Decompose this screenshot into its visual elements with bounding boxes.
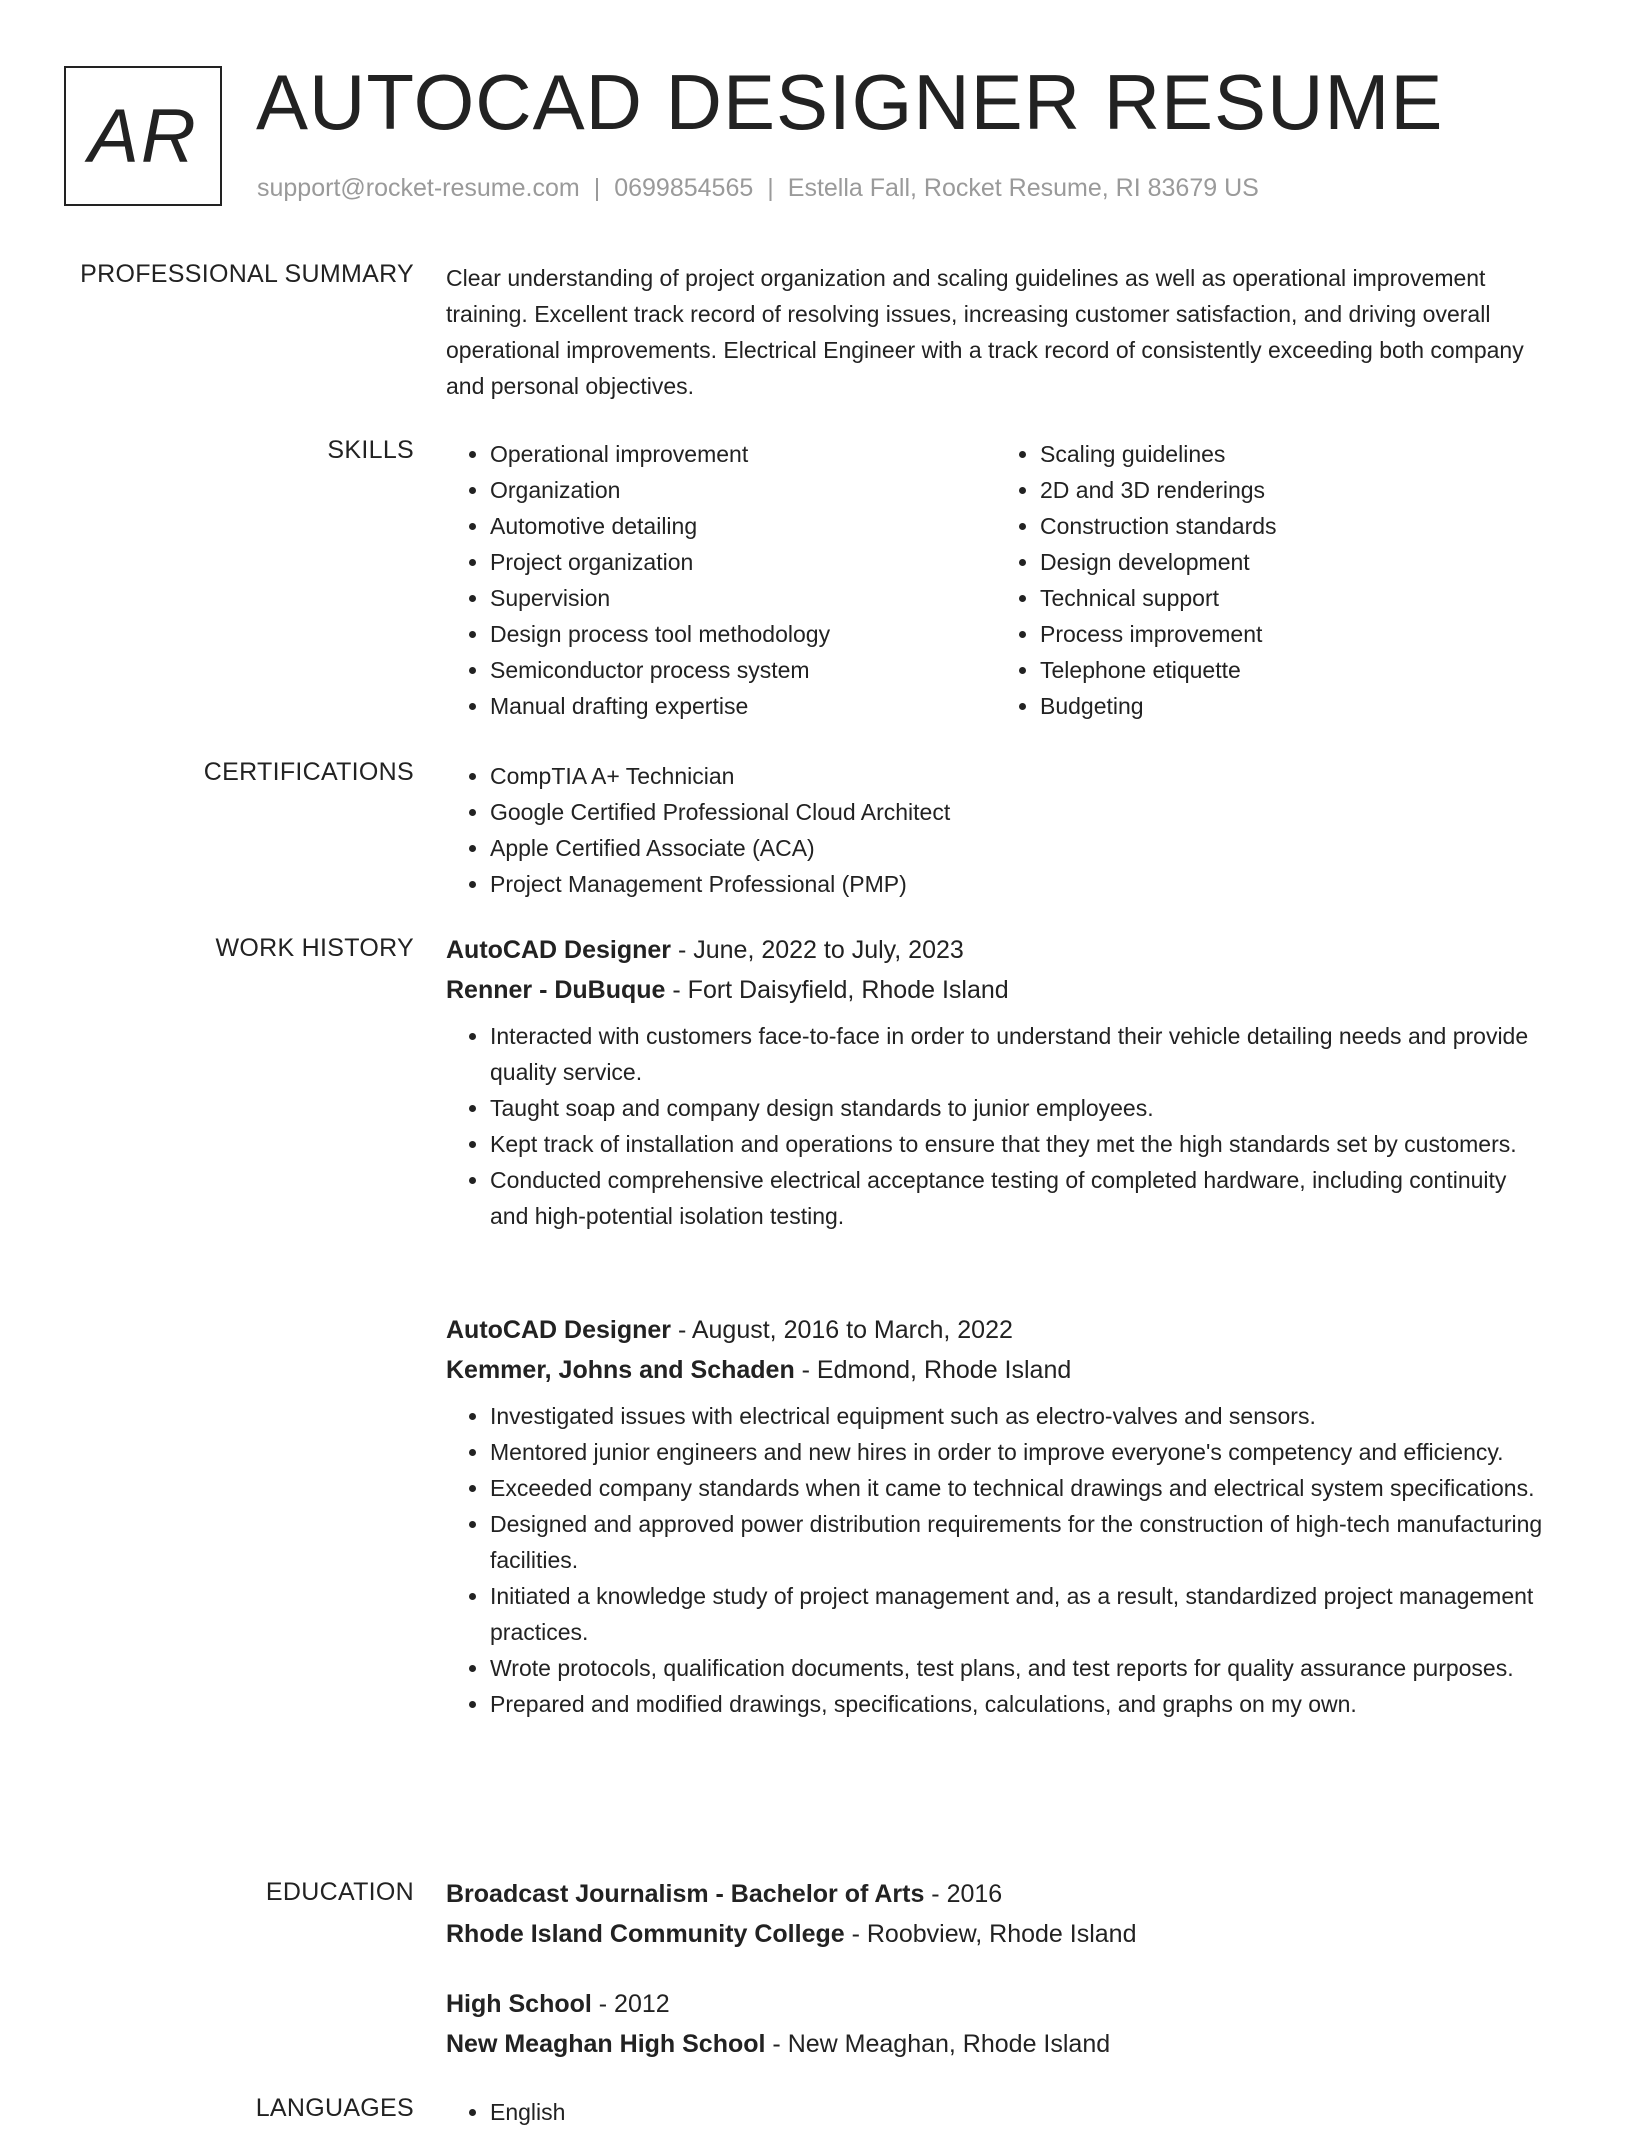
section-label-work-history: WORK HISTORY xyxy=(215,934,414,962)
skill-item: • Semiconductor process system xyxy=(490,652,996,688)
section-label-summary: PROFESSIONAL SUMMARY xyxy=(80,260,414,288)
job-bullet: • Wrote protocols, qualification documents, test plans, and test reports for quality assurance purposes. xyxy=(490,1650,1546,1686)
job-bullet: • Investigated issues with electrical equipment such as electro-valves and sensors. xyxy=(490,1398,1546,1434)
skill-item: • Manual drafting expertise xyxy=(490,688,996,724)
job-dates: - August, 2016 to March, 2022 xyxy=(671,1316,1013,1344)
job-company-line xyxy=(446,1350,1546,1390)
skill-item: • Supervision xyxy=(490,580,996,616)
job-title-line xyxy=(446,930,1546,970)
skill-item: • Organization xyxy=(490,472,996,508)
skill-item: • Construction standards xyxy=(1040,508,1546,544)
skill-item: • Telephone etiquette xyxy=(1040,652,1546,688)
contact-address: Estella Fall, Rocket Resume, RI 83679 US xyxy=(787,174,1259,202)
language-item: • English xyxy=(490,2094,1546,2130)
job-title: AutoCAD Designer xyxy=(446,936,672,964)
job-bullet: • Kept track of installation and operations to ensure that they met the high standards set by customers. xyxy=(490,1126,1546,1162)
job-title-line xyxy=(446,1310,1546,1350)
job-dates: - June, 2022 to July, 2023 xyxy=(671,936,964,964)
education-school-line xyxy=(446,1914,1546,1954)
job-bullet: • Conducted comprehensive electrical acceptance testing of completed hardware, including continuity and high-potential isolation testing. xyxy=(490,1162,1546,1234)
languages-list xyxy=(446,2094,1546,2130)
summary-text: Clear understanding of project organization and scaling guidelines as well as operational improvement training. Excellent track record of resolving issues, increasing customer satisfaction, and driving overall operational improvements. Electrical Engineer with a track record of consistently exceeding both company and personal objectives. xyxy=(446,265,1524,399)
job-bullet: • Mentored junior engineers and new hires in order to improve everyone's competency and efficiency. xyxy=(490,1434,1546,1470)
contact-separator: | xyxy=(593,174,601,202)
skill-item: • Automotive detailing xyxy=(490,508,996,544)
certification-item: • CompTIA A+ Technician xyxy=(490,758,1546,794)
job-company-line xyxy=(446,970,1546,1010)
contact-separator: | xyxy=(767,174,774,202)
skills-grid xyxy=(446,436,1546,724)
languages-content xyxy=(446,2094,1546,2130)
job-bullet: • Initiated a knowledge study of project management and, as a result, standardized project management practices. xyxy=(490,1578,1546,1650)
certification-item: • Project Management Professional (PMP) xyxy=(490,866,1546,902)
skill-item: • Process improvement xyxy=(1040,616,1546,652)
job-entry xyxy=(446,930,1546,1234)
certification-item: • Google Certified Professional Cloud Architect xyxy=(490,794,1546,830)
education-entry xyxy=(446,1984,1546,2064)
job-location: - Fort Daisyfield, Rhode Island xyxy=(665,976,1009,1004)
certifications-list xyxy=(446,758,1546,902)
job-bullets xyxy=(446,1398,1546,1722)
job-bullet: • Prepared and modified drawings, specifications, calculations, and graphs on my own. xyxy=(490,1686,1546,1722)
job-title: AutoCAD Designer xyxy=(446,1316,672,1344)
skill-item: • Design process tool methodology xyxy=(490,616,996,652)
job-bullet: • Interacted with customers face-to-face in order to understand their vehicle detailing needs and provide quality service. xyxy=(490,1018,1546,1090)
skill-item: • Budgeting xyxy=(1040,688,1546,724)
education-degree: Broadcast Journalism - Bachelor of Arts xyxy=(446,1880,925,1908)
job-company: Renner - DuBuque xyxy=(446,976,666,1004)
education-year: - 2016 xyxy=(924,1880,1003,1908)
education-degree-line xyxy=(446,1984,1546,2024)
section-label-certifications: CERTIFICATIONS xyxy=(203,758,414,786)
education-entry xyxy=(446,1874,1546,1954)
section-label-languages: LANGUAGES xyxy=(255,2094,414,2122)
education-degree-line xyxy=(446,1874,1546,1914)
job-bullets xyxy=(446,1018,1546,1234)
section-label-skills: SKILLS xyxy=(327,436,414,464)
job-company: Kemmer, Johns and Schaden xyxy=(446,1356,795,1384)
certification-item: • Apple Certified Associate (ACA) xyxy=(490,830,1546,866)
job-entry xyxy=(446,1310,1546,1722)
initials-monogram: AR xyxy=(64,66,222,206)
contact-phone: 0699854565 xyxy=(614,174,754,202)
skill-item: • Project organization xyxy=(490,544,996,580)
skills-list-left xyxy=(446,436,996,724)
education-year: - 2012 xyxy=(591,1990,670,2018)
skill-item: • Technical support xyxy=(1040,580,1546,616)
education-location: - New Meaghan, Rhode Island xyxy=(765,2030,1111,2058)
skills-list-right xyxy=(996,436,1546,724)
resume-title: AUTOCAD DESIGNER RESUME xyxy=(256,58,1444,146)
certifications-content xyxy=(446,758,1546,902)
contact-line xyxy=(257,174,1259,203)
education-school: Rhode Island Community College xyxy=(446,1920,845,1948)
contact-email: support@rocket-resume.com xyxy=(257,174,580,202)
job-location: - Edmond, Rhode Island xyxy=(794,1356,1072,1384)
skill-item: • Design development xyxy=(1040,544,1546,580)
section-label-education: EDUCATION xyxy=(265,1878,414,1906)
education-school-line xyxy=(446,2024,1546,2064)
job-bullet: • Designed and approved power distribution requirements for the construction of high-tech manufacturing facilities. xyxy=(490,1506,1546,1578)
job-bullet: • Exceeded company standards when it came to technical drawings and electrical system specifications. xyxy=(490,1470,1546,1506)
skill-item: • Operational improvement xyxy=(490,436,996,472)
skill-item: • 2D and 3D renderings xyxy=(1040,472,1546,508)
education-school: New Meaghan High School xyxy=(446,2030,766,2058)
job-bullet: • Taught soap and company design standards to junior employees. xyxy=(490,1090,1546,1126)
education-degree: High School xyxy=(446,1990,592,2018)
skill-item: • Scaling guidelines xyxy=(1040,436,1546,472)
education-location: - Roobview, Rhode Island xyxy=(844,1920,1137,1948)
